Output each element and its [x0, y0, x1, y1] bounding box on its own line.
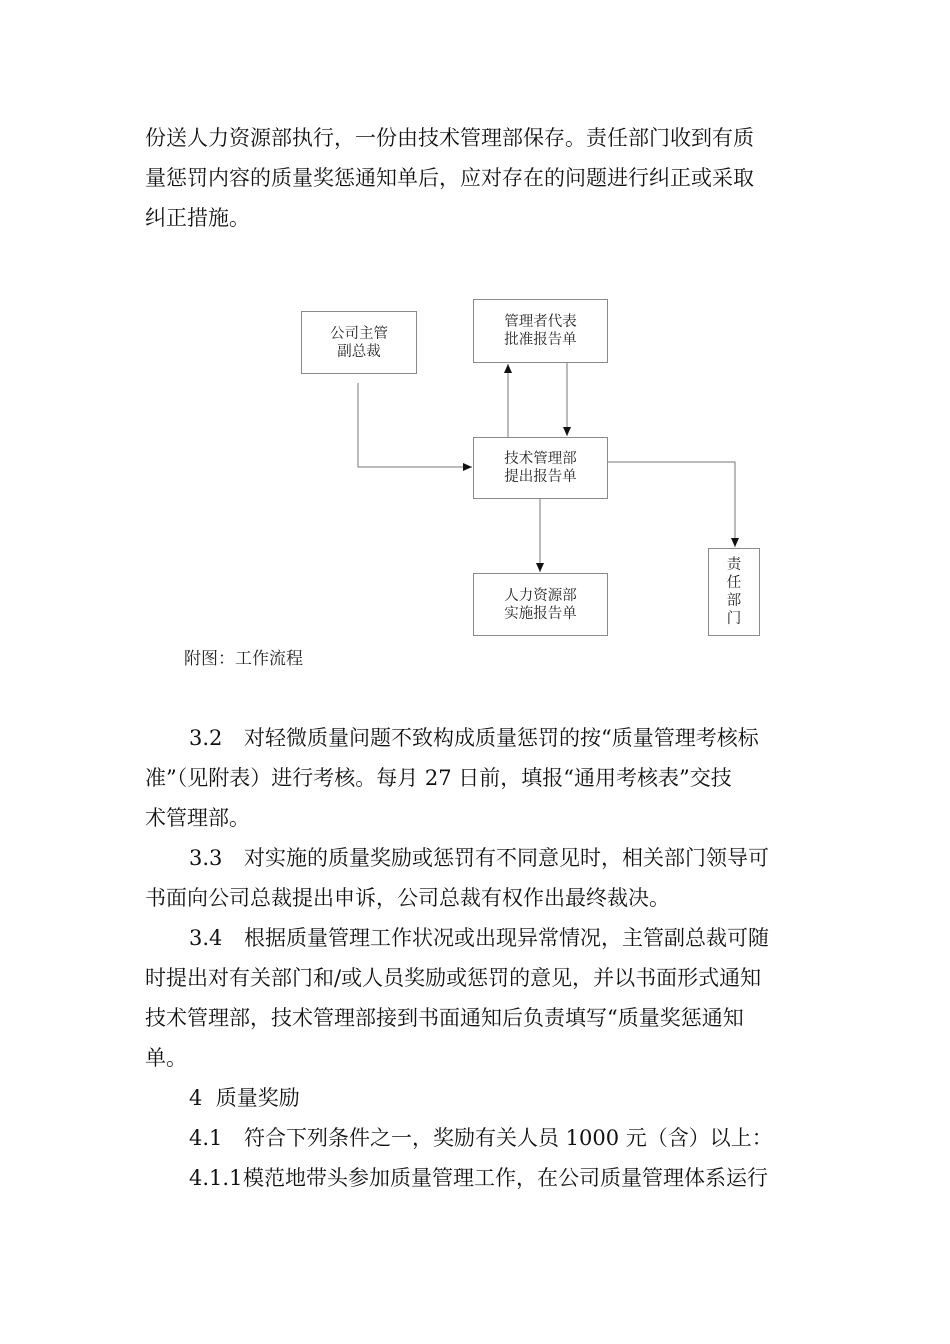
section-text: 单。	[145, 1046, 187, 1070]
box-tech-line: 技术管理部	[504, 451, 577, 467]
intro-line: 份送人力资源部执行，一份由技术管理部保存。责任部门收到有质	[145, 126, 754, 150]
section-3-3	[145, 838, 810, 918]
figure-caption: 附图：工作流程	[184, 649, 303, 669]
section-text: 时提出对有关部门和/或人员奖励或惩罚的意见，并以书面形式通知	[145, 966, 762, 990]
box-responsible-dept	[708, 548, 760, 636]
section-text: 对实施的质量奖励或惩罚有不同意见时，相关部门领导可	[244, 846, 769, 870]
section-text: 模范地带头参加质量管理工作，在公司质量管理体系运行	[243, 1166, 768, 1190]
box-vp	[301, 311, 417, 374]
section-number: 3.2	[189, 726, 223, 750]
box-dept-char: 门	[726, 611, 742, 627]
section-3-4	[145, 918, 810, 1078]
section-number: 3.3	[189, 846, 223, 870]
section-text: 书面向公司总裁提出申诉，公司总裁有权作出最终裁决。	[145, 886, 670, 910]
item-4-1-1	[145, 1158, 810, 1198]
box-tech-line: 提出报告单	[504, 469, 577, 485]
section-number: 4.1	[189, 1126, 223, 1150]
intro-line: 纠正措施。	[145, 206, 250, 230]
section-number: 4.1.1	[189, 1166, 243, 1190]
box-hr-line: 人力资源部	[504, 587, 577, 604]
section-text: 技术管理部，技术管理部接到书面通知后负责填写“质量奖惩通知	[145, 1006, 744, 1030]
section-heading: 4 质量奖励	[189, 1086, 300, 1110]
box-hr-line: 实施报告单	[504, 605, 577, 622]
arrow-tech-to-dept	[608, 462, 735, 547]
box-management-rep	[473, 299, 608, 363]
box-vp-line: 公司主管	[330, 325, 388, 342]
section-text: 符合下列条件之一，奖励有关人员 1000 元（含）以上：	[244, 1126, 773, 1150]
section-3-2	[145, 718, 810, 838]
box-vp-line: 副总裁	[337, 343, 381, 360]
box-tech-dept	[473, 437, 608, 499]
box-dept-char: 任	[726, 575, 742, 591]
box-rep-line: 批准报告单	[504, 332, 577, 348]
section-number: 3.4	[189, 926, 223, 950]
intro-line: 量惩罚内容的质量奖惩通知单后，应对存在的问题进行纠正或采取	[145, 166, 754, 190]
section-text: 对轻微质量问题不致构成质量惩罚的按“质量管理考核标	[244, 726, 759, 750]
box-dept-char: 责	[726, 557, 742, 573]
box-dept-char: 部	[726, 593, 742, 609]
heading-4	[145, 1078, 810, 1118]
section-text: 根据质量管理工作状况或出现异常情况，主管副总裁可随	[244, 926, 769, 950]
arrow-vp-to-tech	[358, 383, 472, 467]
item-4-1	[145, 1118, 810, 1158]
section-text: 术管理部。	[145, 806, 250, 830]
section-text: 准”（见附表）进行考核。每月 27 日前，填报“通用考核表”交技	[145, 766, 732, 790]
box-rep-line: 管理者代表	[504, 314, 577, 330]
box-hr-dept	[473, 573, 608, 636]
